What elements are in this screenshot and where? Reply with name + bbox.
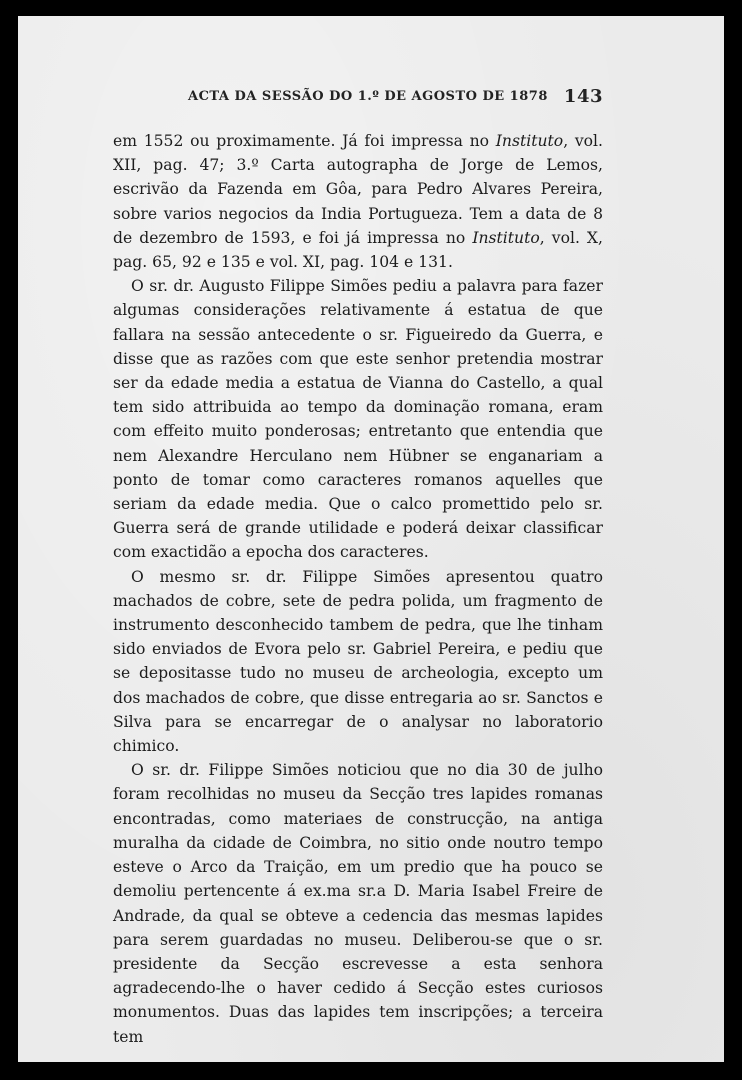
journal-title: Instituto xyxy=(495,132,564,150)
body-text xyxy=(113,129,603,1049)
paragraph-4: O sr. dr. Filippe Simões noticiou que no dia 30 de julho foram recolhidas no museu da Secção tres lapides romanas encontradas, como materiaes de construcção, na antiga muralha da cidade de Coimbra, no sitio onde noutro tempo esteve o Arco da Traição, em um predio que ha pouco se demoliu pertencente á ex.ma sr.a D. Maria Isabel Freire de Andrade, da qual se obteve a cedencia das mesmas lapides para serem guardadas no museu. Deliberou-se que o sr. presidente da Secção escrevesse a esta senhora agradecendo-lhe o haver cedido á Secção estes curiosos monumentos. Duas das lapides tem inscripções; a terceira tem xyxy=(113,761,603,1046)
paragraph-1: em 1552 ou proximamente. Já foi impressa no Instituto, vol. XII, pag. 47; 3.º Carta autographa de Jorge de Lemos, escrivão da Fazenda em Gôa, para Pedro Alvares Pereira, sobre varios negocios da India Portugueza. Tem a data de 8 de dezembro de 1593, e foi já impressa no Instituto, vol. X, pag. 65, 92 e 135 e vol. XI, pag. 104 e 131. xyxy=(113,132,603,272)
page-number: 143 xyxy=(563,86,603,107)
paragraph-2: O sr. dr. Augusto Filippe Simões pediu a palavra para fazer algumas considerações relativamente á estatua de que fallara na sessão antecedente o sr. Figueiredo da Guerra, e disse que as razões com que este senhor pretendia mostrar ser da edade media a estatua de Vianna do Castello, a qual tem sido attribuida ao tempo da dominação romana, eram com effeito muito ponderosas; entretanto que entendia que nem Alexandre Herculano nem Hübner se enganariam a ponto de tomar como caracteres romanos aquelles que seriam da edade media. Que o calco promettido pelo sr. Guerra será de grande utilidade e poderá deixar classificar com exactidão a epocha dos caracteres. xyxy=(113,277,603,562)
header-title: ACTA DA SESSÃO DO 1.º DE AGOSTO DE 1878 xyxy=(188,89,548,104)
paragraph-3: O mesmo sr. dr. Filippe Simões apresentou quatro machados de cobre, sete de pedra polida, um fragmento de instrumento desconhecido tambem de pedra, que lhe tinham sido enviados de Evora pelo sr. Gabriel Pereira, e pediu que se depositasse tudo no museu de archeologia, excepto um dos machados de cobre, que disse entregaria ao sr. Sanctos e Silva para se encarregar de o analysar no laboratorio chimico. xyxy=(113,567,603,756)
journal-title: Instituto xyxy=(472,228,540,247)
book-page xyxy=(18,16,724,1062)
